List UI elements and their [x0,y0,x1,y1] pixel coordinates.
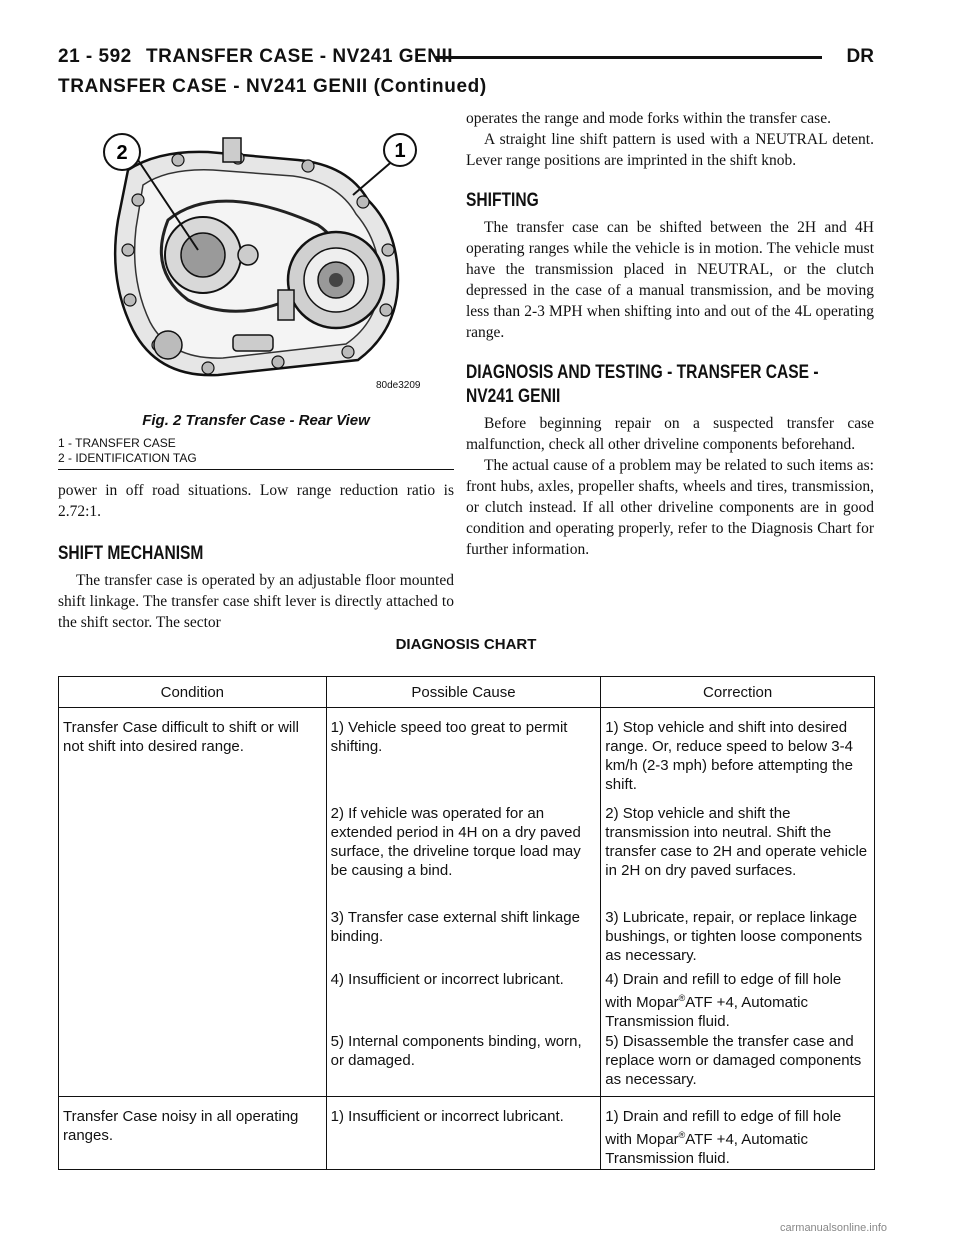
cause-cell: 3) Transfer case external shift linkage binding. [326,908,601,970]
figure-image-code: 80de3209 [376,380,421,391]
cause-cell: 4) Insufficient or incorrect lubricant. [326,970,601,1032]
figure-caption: Fig. 2 Transfer Case - Rear View [142,412,370,429]
table-header-row [59,677,875,708]
table-row [59,1097,875,1170]
section-continued-title: TRANSFER CASE - NV241 GENII (Continued) [58,76,487,97]
watermark: carmanualsonline.info [780,1222,888,1234]
table-row [59,970,875,1032]
cause-cell: 1) Insufficient or incorrect lubricant. [326,1097,601,1170]
registered-mark: ® [678,1130,686,1140]
header-title: TRANSFER CASE - NV241 GENII [146,46,453,67]
paragraph-actual-cause: The actual cause of a problem may be related to such items as: front hubs, axles, propeller shafts, wheels and tires, transmission, or clutch instead. If all other driveline components are in good condition and operating properly, refer to the Diagnosis Chart for further information. [466,457,874,558]
cause-cell: 5) Internal components binding, worn, or damaged. [326,1032,601,1097]
page-number: 21 - 592 [58,46,132,67]
heading-shift-mechanism: SHIFT MECHANISM [58,543,204,564]
figure-transfer-case-rear-view [58,108,454,468]
figure-legend-2: 2 - IDENTIFICATION TAG [58,451,197,465]
callout-1: 1 [394,140,406,162]
figure-legend-1: 1 - TRANSFER CASE [58,436,176,450]
correction-cell: 2) Stop vehicle and shift the transmission into neutral. Shift the transfer case to 2H and operate vehicle in 2H on dry paved surfaces. [601,804,875,908]
header-possible-cause: Possible Cause [326,677,601,708]
header-correction: Correction [601,677,875,708]
condition-cell: Transfer Case difficult to shift or will not shift into desired range. [59,708,327,805]
cause-cell: 1) Vehicle speed too great to permit shifting. [326,708,601,805]
right-column [466,108,874,560]
heading-diagnosis-line-1: DIAGNOSIS AND TESTING - TRANSFER CASE - [466,362,819,383]
table-title: DIAGNOSIS CHART [395,636,537,653]
correction-cell: 1) Stop vehicle and shift into desired range. Or, reduce speed to below 3-4 km/h (2-3 mph) before attempting the shift. [601,708,875,805]
transfer-case-illustration [98,130,418,380]
diagnosis-table [58,676,875,1170]
header-condition: Condition [59,677,327,708]
correction-cell: 5) Disassemble the transfer case and replace worn or damaged components as necessary. [601,1032,875,1097]
figure-rule [58,469,454,470]
paragraph-shift-pattern: A straight line shift pattern is used with a NEUTRAL detent. Lever range positions are imprinted in the shift knob. [466,131,874,169]
registered-mark: ® [678,993,686,1003]
table-row [59,708,875,805]
paragraph-range-forks: operates the range and mode forks within the transfer case. [466,110,831,127]
correction-cell: 3) Lubricate, repair, or replace linkage bushings, or tighten loose components as necessary. [601,908,875,970]
cause-cell: 2) If vehicle was operated for an extended period in 4H on a dry paved surface, the driveline torque load may be causing a bind. [326,804,601,908]
page-header [58,44,874,72]
condition-cell: Transfer Case noisy in all operating ranges. [59,1097,327,1170]
heading-shifting: SHIFTING [466,190,539,211]
left-column [58,480,454,633]
table-row [59,804,875,908]
paragraph-before-repair: Before beginning repair on a suspected transfer case malfunction, check all other driveline components beforehand. [466,415,874,453]
paragraph-shift-mechanism: The transfer case is operated by an adjustable floor mounted shift linkage. The transfer case shift lever is directly attached to the shift sector. The sector [58,572,454,631]
table-row [59,908,875,970]
callout-2: 2 [116,142,128,164]
paragraph-low-range: power in off road situations. Low range reduction ratio is 2.72:1. [58,482,454,520]
correction-cell: 1) Drain and refill to edge of fill hole with Mopar®ATF +4, Automatic Transmission fluid. [601,1097,875,1170]
paragraph-shifting: The transfer case can be shifted between the 2H and 4H operating ranges while the vehicle is in motion. The vehicle must have the transmission placed in NEUTRAL, or the clutch depressed in the case of a manual transmission, and be moving less than 2-3 MPH when shifting into and out of the 4L operating range. [466,219,874,341]
table-row [59,1032,875,1097]
header-code: DR [846,46,874,67]
heading-diagnosis-line-2: NV241 GENII [466,386,561,407]
header-rule [436,56,822,59]
correction-cell: 4) Drain and refill to edge of fill hole with Mopar®ATF +4, Automatic Transmission fluid. [601,970,875,1032]
